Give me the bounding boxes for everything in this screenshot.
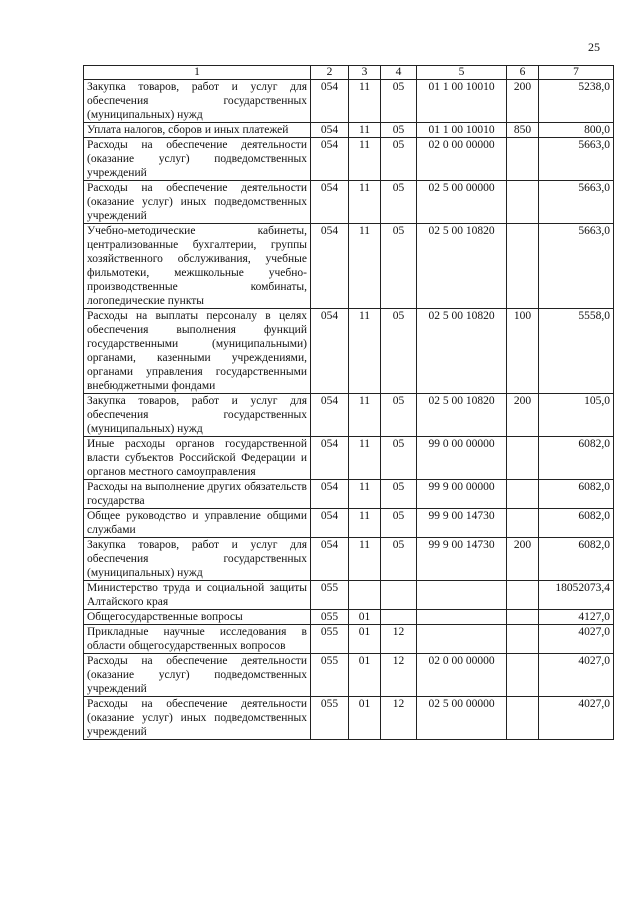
column-header: 7 (539, 66, 614, 80)
expense-name-cell: Министерство труда и социальной защиты Алтайского края (84, 581, 311, 610)
target-article-cell: 02 5 00 00000 (417, 697, 507, 740)
section-code-cell: 11 (349, 181, 381, 224)
table-row (84, 610, 614, 625)
subsection-code-cell: 12 (381, 654, 417, 697)
expense-type-cell (507, 480, 539, 509)
section-code-cell: 11 (349, 224, 381, 309)
ministry-code-cell: 055 (311, 654, 349, 697)
target-article-cell: 02 5 00 10820 (417, 309, 507, 394)
table-row (84, 224, 614, 309)
section-code-cell: 01 (349, 654, 381, 697)
column-header: 1 (84, 66, 311, 80)
expense-type-cell (507, 509, 539, 538)
column-header: 5 (417, 66, 507, 80)
expense-type-cell: 200 (507, 538, 539, 581)
table-row (84, 654, 614, 697)
amount-cell: 6082,0 (539, 509, 614, 538)
subsection-code-cell: 05 (381, 224, 417, 309)
table-row (84, 437, 614, 480)
expense-name-cell: Расходы на обеспечение деятельности (оказание услуг) иных подведомственных учреждений (84, 181, 311, 224)
column-header: 3 (349, 66, 381, 80)
expense-name-cell: Закупка товаров, работ и услуг для обеспечения государственных (муниципальных) нужд (84, 394, 311, 437)
column-header: 4 (381, 66, 417, 80)
ministry-code-cell: 054 (311, 80, 349, 123)
section-code-cell: 11 (349, 538, 381, 581)
table-row (84, 309, 614, 394)
page-number: 25 (588, 40, 600, 54)
expense-name-cell: Закупка товаров, работ и услуг для обеспечения государственных (муниципальных) нужд (84, 538, 311, 581)
ministry-code-cell: 055 (311, 581, 349, 610)
amount-cell: 5238,0 (539, 80, 614, 123)
table-row (84, 138, 614, 181)
section-code-cell: 11 (349, 80, 381, 123)
table-row (84, 181, 614, 224)
expense-type-cell (507, 181, 539, 224)
section-code-cell: 11 (349, 509, 381, 538)
subsection-code-cell: 05 (381, 509, 417, 538)
subsection-code-cell: 05 (381, 181, 417, 224)
section-code-cell: 01 (349, 697, 381, 740)
expense-name-cell: Учебно-методические кабинеты, централизованные бухгалтерии, группы хозяйственного обслуживания, учебные фильмотеки, межшкольные учебно-производственные комбинаты, логопедические пункты (84, 224, 311, 309)
expense-type-cell: 850 (507, 123, 539, 138)
amount-cell: 6082,0 (539, 437, 614, 480)
section-code-cell: 01 (349, 625, 381, 654)
section-code-cell: 11 (349, 394, 381, 437)
subsection-code-cell: 05 (381, 538, 417, 581)
target-article-cell: 99 9 00 00000 (417, 480, 507, 509)
ministry-code-cell: 054 (311, 538, 349, 581)
expense-name-cell: Общегосударственные вопросы (84, 610, 311, 625)
expense-name-cell: Расходы на выполнение других обязательств государства (84, 480, 311, 509)
expense-type-cell: 200 (507, 80, 539, 123)
amount-cell: 800,0 (539, 123, 614, 138)
expense-name-cell: Иные расходы органов государственной власти субъектов Российской Федерации и органов местного самоуправления (84, 437, 311, 480)
expense-name-cell: Расходы на обеспечение деятельности (оказание услуг) подведомственных учреждений (84, 654, 311, 697)
ministry-code-cell: 054 (311, 224, 349, 309)
table-row (84, 697, 614, 740)
target-article-cell: 99 9 00 14730 (417, 538, 507, 581)
subsection-code-cell: 05 (381, 123, 417, 138)
amount-cell: 18052073,4 (539, 581, 614, 610)
amount-cell: 6082,0 (539, 480, 614, 509)
section-code-cell: 11 (349, 480, 381, 509)
expense-type-cell (507, 654, 539, 697)
table-row (84, 394, 614, 437)
expense-type-cell (507, 581, 539, 610)
expense-name-cell: Общее руководство и управление общими службами (84, 509, 311, 538)
ministry-code-cell: 054 (311, 309, 349, 394)
ministry-code-cell: 055 (311, 625, 349, 654)
expense-type-cell: 200 (507, 394, 539, 437)
ministry-code-cell: 054 (311, 509, 349, 538)
expense-name-cell: Расходы на обеспечение деятельности (оказание услуг) иных подведомственных учреждений (84, 697, 311, 740)
section-code-cell (349, 581, 381, 610)
expense-type-cell (507, 437, 539, 480)
table-row (84, 123, 614, 138)
table-row (84, 509, 614, 538)
subsection-code-cell: 12 (381, 625, 417, 654)
subsection-code-cell: 05 (381, 309, 417, 394)
expense-name-cell: Уплата налогов, сборов и иных платежей (84, 123, 311, 138)
amount-cell: 5663,0 (539, 181, 614, 224)
expense-type-cell: 100 (507, 309, 539, 394)
table-row (84, 625, 614, 654)
subsection-code-cell: 05 (381, 138, 417, 181)
target-article-cell (417, 581, 507, 610)
amount-cell: 4027,0 (539, 625, 614, 654)
expense-type-cell (507, 138, 539, 181)
subsection-code-cell (381, 610, 417, 625)
target-article-cell: 99 0 00 00000 (417, 437, 507, 480)
subsection-code-cell: 05 (381, 80, 417, 123)
table-row (84, 538, 614, 581)
expense-type-cell (507, 625, 539, 654)
ministry-code-cell: 054 (311, 123, 349, 138)
section-code-cell: 11 (349, 123, 381, 138)
subsection-code-cell: 05 (381, 394, 417, 437)
expense-type-cell (507, 697, 539, 740)
ministry-code-cell: 054 (311, 480, 349, 509)
column-header: 2 (311, 66, 349, 80)
subsection-code-cell: 05 (381, 480, 417, 509)
section-code-cell: 11 (349, 138, 381, 181)
target-article-cell (417, 625, 507, 654)
expense-name-cell: Закупка товаров, работ и услуг для обеспечения государственных (муниципальных) нужд (84, 80, 311, 123)
expense-type-cell (507, 610, 539, 625)
amount-cell: 4027,0 (539, 697, 614, 740)
target-article-cell: 01 1 00 10010 (417, 123, 507, 138)
subsection-code-cell: 05 (381, 437, 417, 480)
target-article-cell: 02 5 00 10820 (417, 224, 507, 309)
amount-cell: 105,0 (539, 394, 614, 437)
amount-cell: 5663,0 (539, 224, 614, 309)
expense-name-cell: Расходы на выплаты персоналу в целях обеспечения выполнения функций государственными (муниципальными) органами, казенными учреждениями, органами управления государственными внебюджетными фондами (84, 309, 311, 394)
target-article-cell: 02 5 00 10820 (417, 394, 507, 437)
expense-type-cell (507, 224, 539, 309)
section-code-cell: 11 (349, 437, 381, 480)
section-code-cell: 01 (349, 610, 381, 625)
amount-cell: 4027,0 (539, 654, 614, 697)
section-code-cell: 11 (349, 309, 381, 394)
header-row (84, 66, 614, 80)
target-article-cell: 99 9 00 14730 (417, 509, 507, 538)
target-article-cell (417, 610, 507, 625)
expense-name-cell: Прикладные научные исследования в области общегосударственных вопросов (84, 625, 311, 654)
ministry-code-cell: 054 (311, 181, 349, 224)
ministry-code-cell: 055 (311, 610, 349, 625)
amount-cell: 6082,0 (539, 538, 614, 581)
ministry-code-cell: 054 (311, 138, 349, 181)
expense-name-cell: Расходы на обеспечение деятельности (оказание услуг) подведомственных учреждений (84, 138, 311, 181)
amount-cell: 5663,0 (539, 138, 614, 181)
table-row (84, 480, 614, 509)
budget-table (83, 65, 614, 740)
target-article-cell: 02 0 00 00000 (417, 138, 507, 181)
table-row (84, 80, 614, 123)
target-article-cell: 02 0 00 00000 (417, 654, 507, 697)
table-row (84, 581, 614, 610)
amount-cell: 4127,0 (539, 610, 614, 625)
subsection-code-cell: 12 (381, 697, 417, 740)
subsection-code-cell (381, 581, 417, 610)
target-article-cell: 02 5 00 00000 (417, 181, 507, 224)
ministry-code-cell: 055 (311, 697, 349, 740)
column-header: 6 (507, 66, 539, 80)
amount-cell: 5558,0 (539, 309, 614, 394)
ministry-code-cell: 054 (311, 437, 349, 480)
target-article-cell: 01 1 00 10010 (417, 80, 507, 123)
ministry-code-cell: 054 (311, 394, 349, 437)
